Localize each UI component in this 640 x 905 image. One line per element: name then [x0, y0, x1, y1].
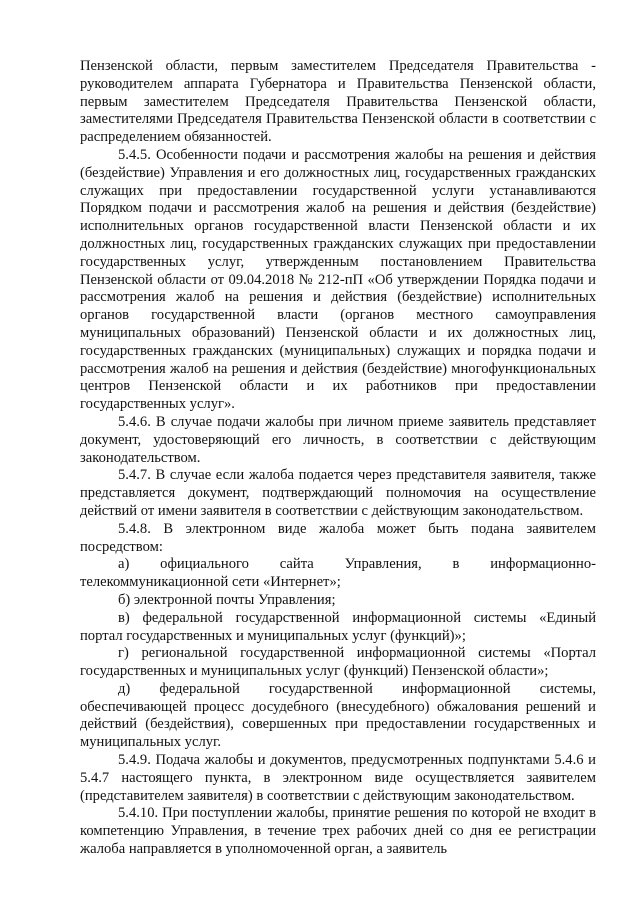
list-item-g: г) региональной государственной информационной системы «Портал государственных и муниципальных услуг (функций) Пензенской области»;: [80, 645, 596, 680]
paragraph-continuation: Пензенской области, первым заместителем Председателя Правительства - руководителем аппарата Губернатора и Правительства Пензенской области, первым заместителем Председателя Правительства Пензенской области, заместителями Председателя Правительства Пензенской области в соответствии с распределением обязанностей.: [80, 58, 596, 146]
document-page: [80, 58, 596, 859]
list-item-d: д) федеральной государственной информационной системы, обеспечивающей процесс досудебного (внесудебного) обжалования решений и действий (бездействия), совершенных при предоставлении государственных и муниципальных услуг.: [80, 680, 596, 751]
list-item-b: б) электронной почты Управления;: [118, 591, 336, 608]
paragraph-5-4-9: 5.4.9. Подача жалобы и документов, предусмотренных подпунктами 5.4.6 и 5.4.7 настоящего пункта, в электронном виде осуществляется заявителем (представителем заявителя) в соответствии с действующим законодательством.: [80, 752, 596, 804]
paragraph-5-4-5: 5.4.5. Особенности подачи и рассмотрения жалобы на решения и действия (бездействие) Управления и его должностных лиц, государственных гражданских служащих при предоставлении государственной услуги устанавливаются Порядком подачи и рассмотрения жалоб на решения и действия (бездействие) исполнительных органов государственной власти Пензенской области и их должностных лиц, государственных гражданских служащих при предоставлении государственных услуг, утвержденным постановлением Правительства Пензенской области от 09.04.2018 № 212-пП «Об утверждении Порядка подачи и рассмотрения жалоб на решения и действия (бездействие) исполнительных органов государственной власти (органов местного самоуправления муниципальных образований) Пензенской области и их должностных лиц, государственных гражданских (муниципальных) служащих и порядка подачи и рассмотрения жалоб на решения и действия (бездействие) многофункциональных центров Пензенской области и их работников при предоставлении государственных услуг».: [80, 146, 596, 413]
list-item-v: в) федеральной государственной информационной системы «Единый портал государственных и муниципальных услуг (функций)»;: [80, 609, 596, 644]
list-item-a: а) официального сайта Управления, в информационно-телекоммуникационной сети «Интернет»;: [80, 556, 596, 591]
paragraph-5-4-6: 5.4.6. В случае подачи жалобы при личном приеме заявитель представляет документ, удостоверяющий его личность, в соответствии с действующим законодательством.: [80, 413, 596, 466]
paragraph-5-4-8: 5.4.8. В электронном виде жалоба может быть подана заявителем посредством:: [80, 520, 596, 555]
paragraph-5-4-10: 5.4.10. При поступлении жалобы, принятие решения по которой не входит в компетенцию Управления, в течение трех рабочих дней со дня ее регистрации жалоба направляется в уполномоченной орган, а заявитель: [80, 805, 596, 858]
paragraph-5-4-7: 5.4.7. В случае если жалоба подается через представителя заявителя, также представляется документ, подтверждающий полномочия на осуществление действий от имени заявителя в соответствии с действующим законодательством.: [80, 467, 596, 519]
